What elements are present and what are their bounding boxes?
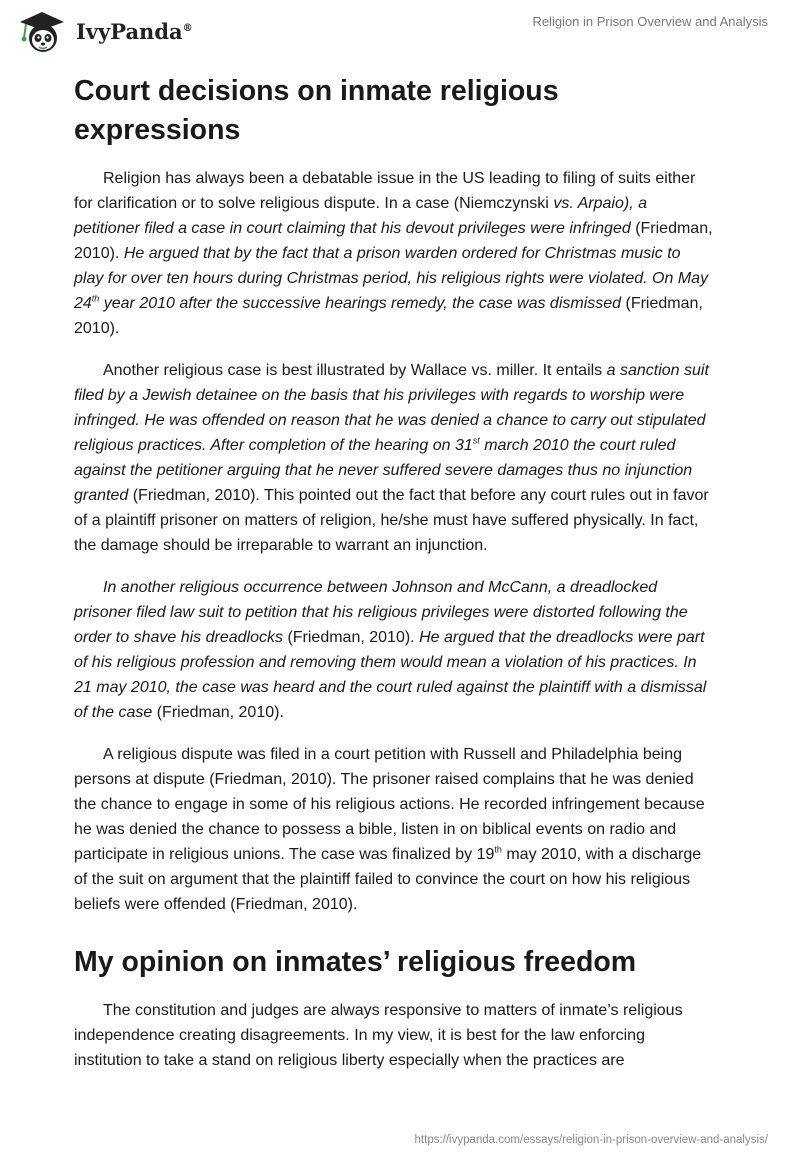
paragraph: In another religious occurrence between Johnson and McCann, a dreadlocked prisoner filed law suit to petition that his religious privileges were distorted following the order to shave his dreadlocks (Friedman, 2010). He argued that the dreadlocks were part of his religious profession and removing them would mean a violation of his practices. In 21 may 2010, the case was heard and the court ruled against the plaintiff with a dismissal of the case (Friedman, 2010).	[74, 579, 707, 721]
paragraph: Religion has always been a debatable issue in the US leading to filing of suits either for clarification or to solve religious dispute. In a case (Niemczynski vs. Arpaio), a petitioner filed a case in court claiming that his devout privileges were infringed (Friedman, 2010). He argued that by the fact that a prison warden ordered for Christmas music to play for over ten hours during Christmas period, his religious rights were violated. On May 24th year 2010 after the successive hearings remedy, the case was dismissed (Friedman, 2010).	[74, 170, 713, 337]
page-header	[0, 0, 800, 60]
ivypanda-logo[interactable]	[14, 8, 193, 54]
document-title: Religion in Prison Overview and Analysis	[532, 14, 768, 29]
source-url[interactable]: https://ivypanda.com/essays/religion-in-prison-overview-and-analysis/	[414, 1134, 768, 1146]
section-heading-opinion: My opinion on inmates’ religious freedom	[74, 946, 637, 978]
brand-name: IvyPanda®	[76, 18, 193, 44]
paragraph: Another religious case is best illustrated by Wallace vs. miller. It entails a sanction suit filed by a Jewish detainee on the basis that his privileges with regards to worship were infringed. He was offended on reason that he was denied a chance to carry out stipulated religious practices. After completion of the hearing on 31st march 2010 the court ruled against the petitioner arguing that he never suffered severe damages thus no injunction granted (Friedman, 2010). This pointed out the fact that before any court rules out in favor of a plaintiff prisoner on matters of religion, he/she must have suffered physically. In fact, the damage should be irreparable to warrant an injunction.	[74, 362, 709, 554]
panda-grad-icon	[14, 8, 70, 54]
section-heading-court-decisions: Court decisions on inmate religious expressions	[74, 75, 559, 146]
essay-content	[74, 72, 714, 1090]
paragraph: A religious dispute was filed in a court petition with Russell and Philadelphia being persons at dispute (Friedman, 2010). The prisoner raised complains that he was denied the chance to engage in some of his religious actions. He recorded infringement because he was denied the chance to possess a bible, listen in on biblical events on radio and participate in religious unions. The case was finalized by 19th may 2010, with a discharge of the suit on argument that the plaintiff failed to convince the court on how his religious beliefs were offended (Friedman, 2010).	[74, 746, 705, 913]
paragraph: The constitution and judges are always responsive to matters of inmate’s religious independence creating disagreements. In my view, it is best for the law enforcing institution to take a stand on religious liberty especially when the practices are	[74, 1002, 683, 1069]
